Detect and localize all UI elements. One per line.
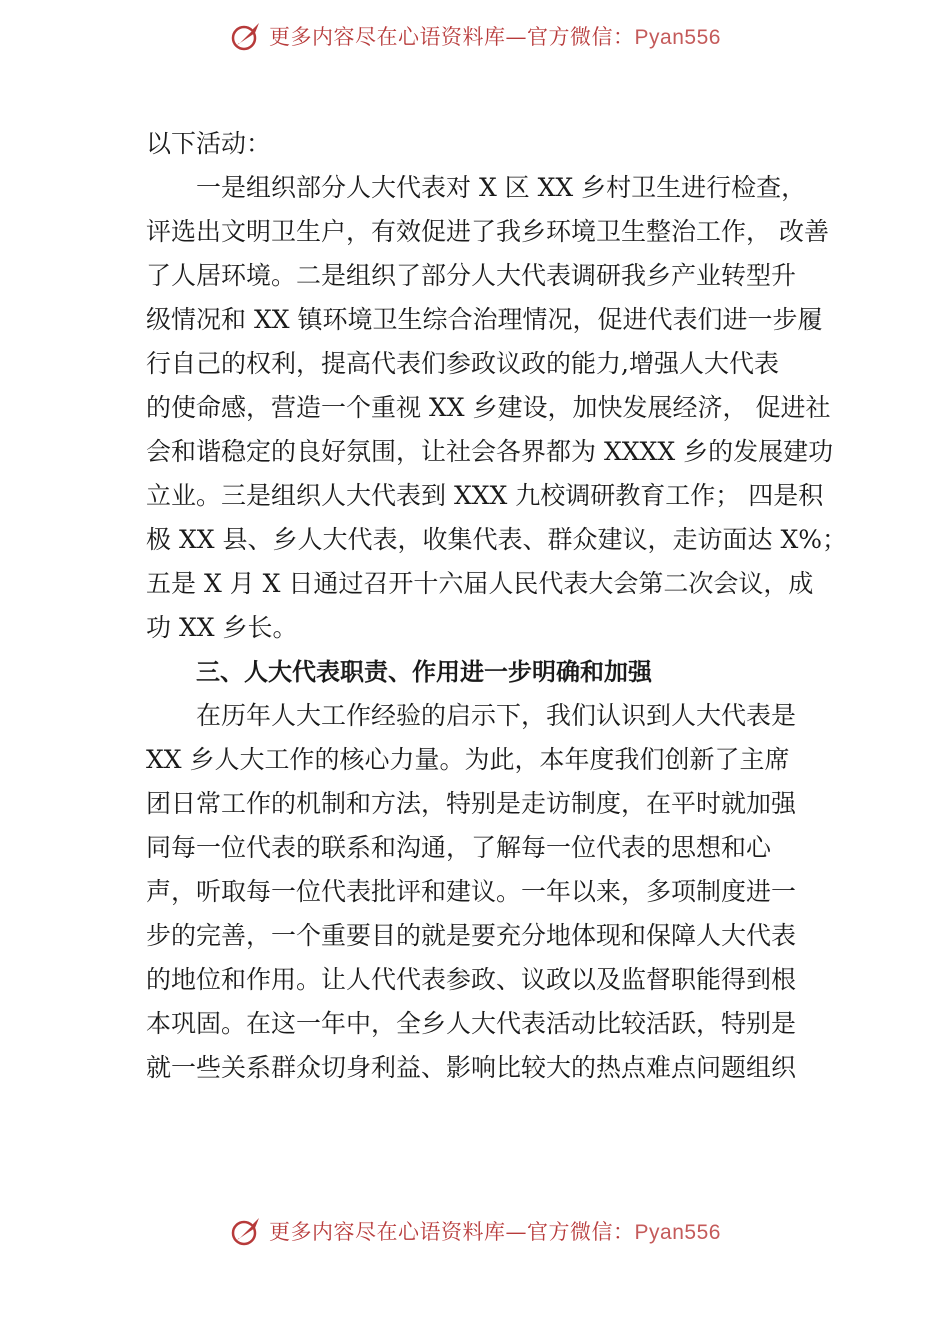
paragraph-intro (146, 122, 818, 166)
text-line: 会和谐稳定的良好氛围，让社会各界都为 XXXX 乡的发展建功 (146, 437, 834, 466)
text-line: 本巩固。在这一年中，全乡人大代表活动比较活跃，特别是 (146, 1009, 797, 1038)
footer-watermark (0, 1211, 950, 1251)
text-line: 同每一位代表的联系和沟通，了解每一位代表的思想和心 (146, 833, 772, 862)
quill-logo-icon (229, 1214, 263, 1248)
document-body (146, 122, 847, 1090)
text-line: 一是组织部分人大代表对 X 区 XX 乡村卫生进行检查， (196, 173, 807, 202)
text-line: 的使命感，营造一个重视 XX 乡建设，加快发展经济， 促进社 (146, 393, 831, 422)
text-line: 的地位和作用。让人代代表参政、议政以及监督职能得到根 (146, 965, 797, 994)
text-line: 了人居环境。二是组织了部分人大代表调研我乡产业转型升 (146, 261, 797, 290)
header-watermark (0, 16, 950, 56)
text-line: 评选出文明卫生户，有效促进了我乡环境卫生整治工作， 改善 (146, 217, 829, 246)
text-line: 极 XX 县、乡人大代表，收集代表、群众建议，走访面达 X%； (146, 525, 847, 554)
paragraph-representatives (146, 694, 818, 1090)
text-line: 五是 X 月 X 日通过召开十六届人民代表大会第二次会议，成 (146, 569, 814, 598)
text-line: 步的完善，一个重要目的就是要充分地体现和保障人大代表 (146, 921, 797, 950)
text-line: 声，听取每一位代表批评和建议。一年以来，多项制度进一 (146, 877, 797, 906)
text-line: 就一些关系群众切身利益、影响比较大的热点难点问题组织 (146, 1053, 797, 1082)
watermark-text: 更多内容尽在心语资料库—官方微信：Pyan556 (269, 1220, 721, 1244)
text-line: 功 XX 乡长。 (146, 613, 298, 642)
paragraph-activities (146, 166, 847, 650)
text-line: 立业。三是组织人大代表到 XXX 九校调研教育工作； 四是积 (146, 481, 824, 510)
text-line: 在历年人大工作经验的启示下，我们认识到人大代表是 (196, 701, 797, 730)
text-line: 级情况和 XX 镇环境卫生综合治理情况，促进代表们进一步履 (146, 305, 823, 334)
text-line: 行自己的权利，提高代表们参政议政的能力,增强人大代表 (146, 349, 779, 378)
watermark-handle: Pyan556 (634, 26, 721, 49)
watermark-handle: Pyan556 (634, 1221, 721, 1244)
watermark-text: 更多内容尽在心语资料库—官方微信：Pyan556 (269, 25, 721, 49)
text-line: 团日常工作的机制和方法，特别是走访制度，在平时就加强 (146, 789, 797, 818)
quill-logo-icon (229, 19, 263, 53)
text-line: XX 乡人大工作的核心力量。为此，本年度我们创新了主席 (146, 745, 790, 774)
text-line: 以下活动： (146, 129, 272, 158)
section-heading: 三、人大代表职责、作用进一步明确和加强 (196, 658, 652, 686)
